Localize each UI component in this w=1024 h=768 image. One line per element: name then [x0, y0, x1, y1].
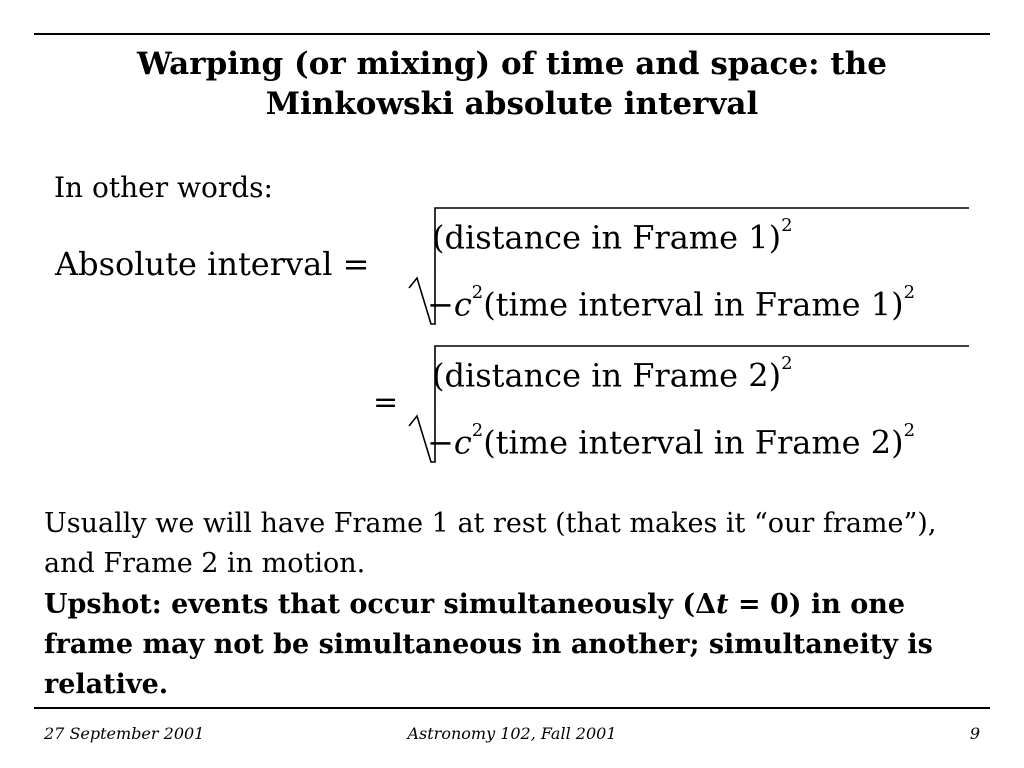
bottom-rule — [34, 707, 990, 709]
frame1-distance-exponent: 2 — [781, 215, 793, 236]
frame2-distance-exponent: 2 — [781, 353, 793, 374]
frame1-c-exponent: 2 — [471, 282, 484, 303]
frame2-c-symbol: c — [453, 423, 472, 462]
frame2-time-text: (time interval in Frame 2) — [483, 423, 904, 462]
frame1-time-text: (time interval in Frame 1) — [483, 285, 904, 324]
equals-sign-frame2: = — [373, 385, 399, 420]
footer-page-number: 9 — [969, 724, 980, 743]
frame2-time-term — [427, 419, 915, 461]
t-symbol: t — [716, 589, 729, 620]
frame1-time-exponent: 2 — [903, 282, 916, 303]
frame2-distance-text: (distance in Frame 2) — [432, 356, 782, 395]
upshot-text-part1: Upshot: events that occur simultaneously ( — [44, 589, 696, 620]
frame1-distance-text: (distance in Frame 1) — [432, 218, 782, 257]
frame2-c-exponent: 2 — [471, 420, 484, 441]
frame1-c-symbol: c — [453, 285, 472, 324]
delta-symbol: Δ — [695, 589, 717, 620]
title-line-1: Warping (or mixing) of time and space: the — [137, 46, 887, 82]
paragraph-upshot — [44, 585, 974, 705]
slide-title — [40, 44, 984, 124]
frame2-time-exponent: 2 — [903, 420, 916, 441]
top-rule — [34, 33, 990, 35]
upshot-text-part2: = 0) in one frame may not be simultaneous in another; simultaneity is relative. — [44, 589, 933, 700]
frame1-time-term — [427, 281, 915, 323]
footer-course: Astronomy 102, Fall 2001 — [407, 724, 617, 743]
intro-text: In other words: — [54, 171, 273, 204]
frame1-distance-term — [432, 214, 793, 256]
footer-date: 27 September 2001 — [44, 724, 205, 743]
frame2-minus-sign: − — [427, 423, 454, 462]
paragraph-frames: Usually we will have Frame 1 at rest (that makes it “our frame”), and Frame 2 in motion. — [44, 508, 937, 579]
title-line-2: Minkowski absolute interval — [265, 86, 759, 122]
frame1-minus-sign: − — [427, 285, 454, 324]
absolute-interval-label: Absolute interval = — [55, 245, 370, 283]
frame2-distance-term — [432, 352, 793, 394]
